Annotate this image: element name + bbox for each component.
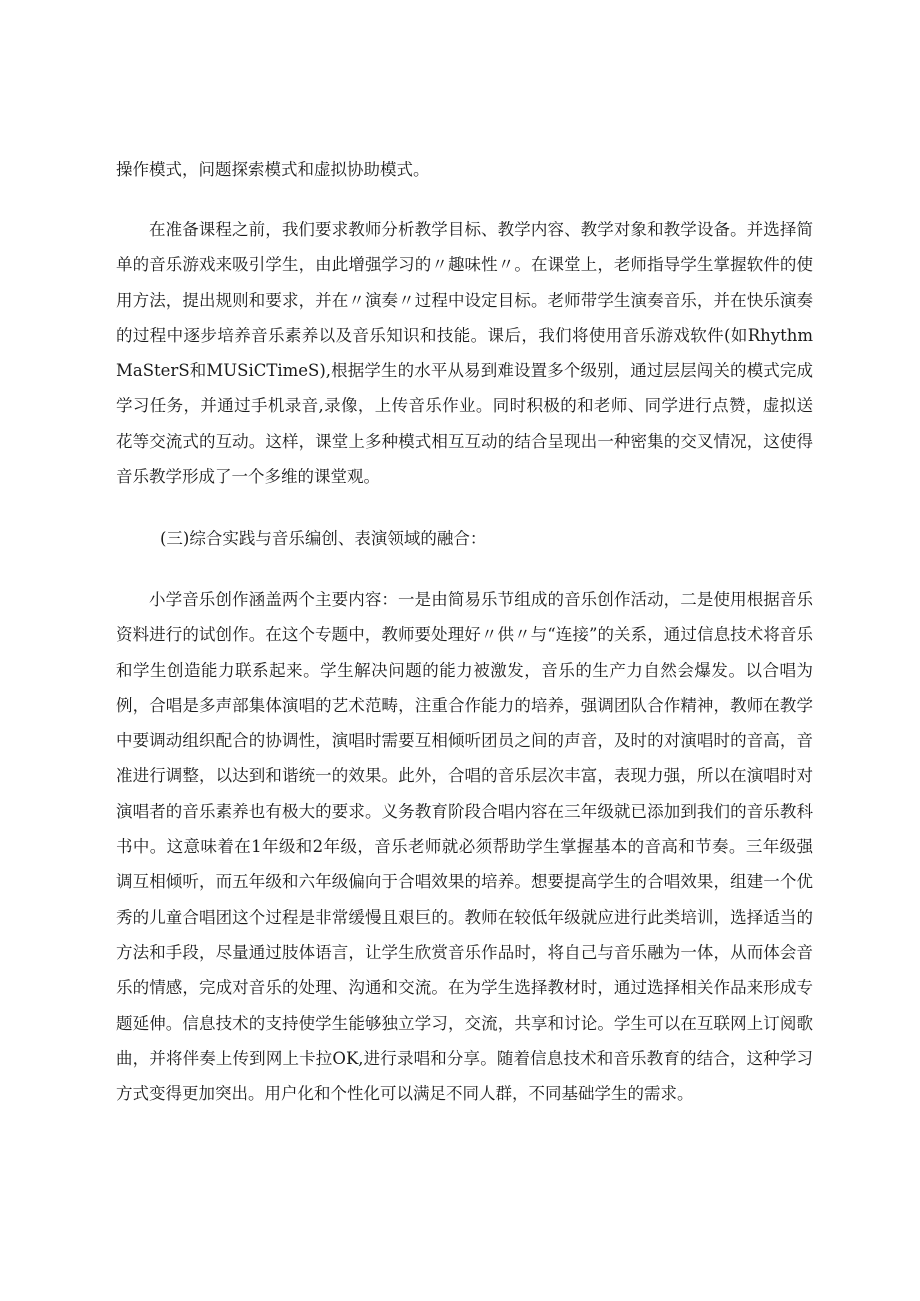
section-heading: (三)综合实践与音乐编创、表演领域的融合：	[160, 529, 487, 548]
paragraph-continuation: 操作模式，问题探索模式和虚拟协助模式。	[116, 160, 430, 179]
paragraph-music-creation: 小学音乐创作涵盖两个主要内容：一是由简易乐节组成的音乐创作活动，二是使用根据音乐资料进行的试创作。在这个专题中，教师要处理好〃供〃与“连接”的关系，通过信息技术将音乐和学生创造能力联系起来。学生解决问题的能力被激发，音乐的生产力自然会爆发。以合唱为例，合唱是多声部集体演唱的艺术范畴，注重合作能力的培养，强调团队合作精神，教师在教学中要调动组织配合的协调性，演唱时需要互相倾听团员之间的声音，及时的对演唱时的音高，音准进行调整，以达到和谐统一的效果。此外，合唱的音乐层次丰富，表现力强，所以在演唱时对演唱者的音乐素养也有极大的要求。义务教育阶段合唱内容在三年级就已添加到我们的音乐教科书中。这意味着在1年级和2年级，音乐老师就必须帮助学生掌握基本的音高和节奏。三年级强调互相倾听，而五年级和六年级偏向于合唱效果的培养。想要提高学生的合唱效果，组建一个优秀的儿童合唱团这个过程是非常缓慢且艰巨的。教师在较低年级就应进行此类培训，选择适当的方法和手段，尽量通过肢体语言，让学生欣赏音乐作品时，将自己与音乐融为一体，从而体会音乐的情感，完成对音乐的处理、沟通和交流。在为学生选择教材时，通过选择相关作品来形成专题延伸。信息技术的支持使学生能够独立学习，交流，共享和讨论。学生可以在互联网上订阅歌曲，并将伴奏上传到网上卡拉OK,进行录唱和分享。随着信息技术和音乐教育的结合，这种学习方式变得更加突出。用户化和个性化可以满足不同人群，不同基础学生的需求。	[116, 590, 813, 1104]
paragraph-course-preparation: 在准备课程之前，我们要求教师分析教学目标、教学内容、教学对象和教学设备。并选择简单的音乐游戏来吸引学生，由此增强学习的〃趣味性〃。在课堂上，老师指导学生掌握软件的使用方法，提出规则和要求，并在〃演奏〃过程中设定目标。老师带学生演奏音乐，并在快乐演奏的过程中逐步培养音乐素养以及音乐知识和技能。课后，我们将使用音乐游戏软件(如RhythmMaSterS和MUSiCTimeS),根据学生的水平从易到难设置多个级别，通过层层闯关的模式完成学习任务，并通过手机录音,录像，上传音乐作业。同时积极的和老师、同学进行点赞，虚拟送花等交流式的互动。这样，课堂上多种模式相互互动的结合呈现出一种密集的交叉情况，这使得音乐教学形成了一个多维的课堂观。	[116, 220, 813, 487]
